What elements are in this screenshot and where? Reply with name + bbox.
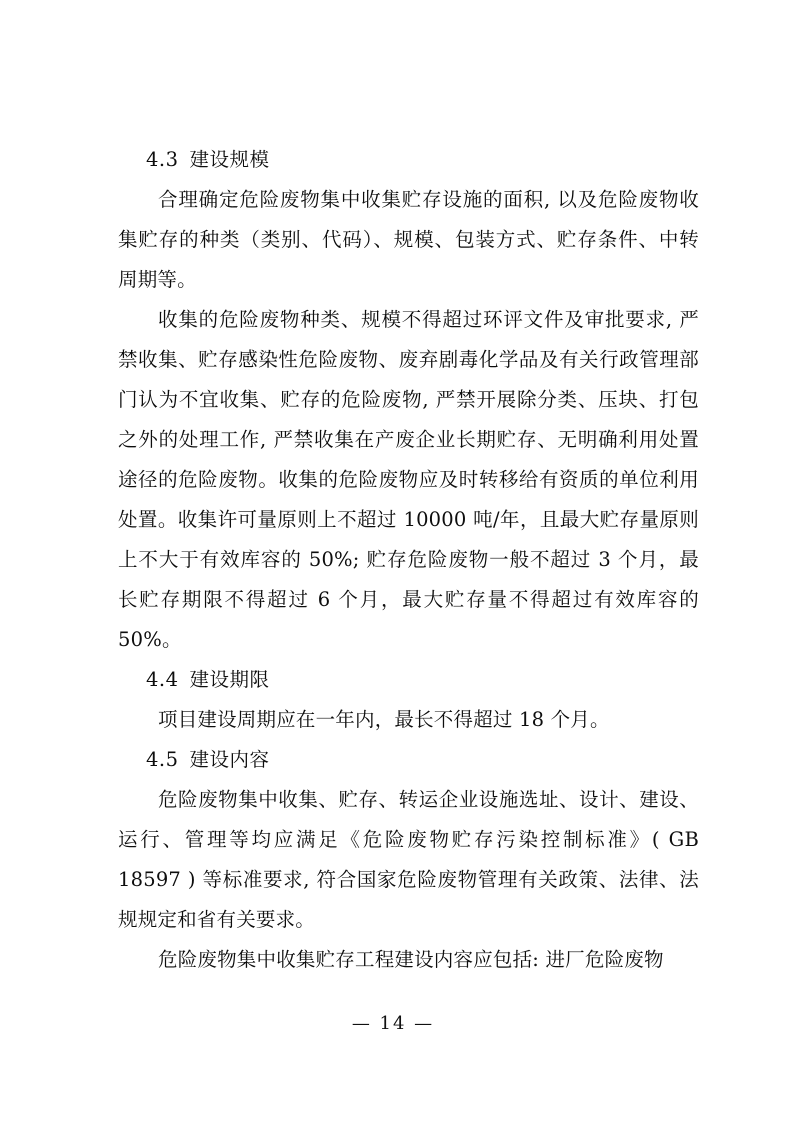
section-number: 4.5 — [146, 748, 179, 771]
paragraph: 项目建设周期应在一年内，最长不得超过 18 个月。 — [158, 708, 610, 731]
section-title: 建设期限 — [189, 668, 270, 691]
section-heading-4-4 — [118, 660, 699, 700]
section-number: 4.4 — [146, 668, 179, 691]
section-number: 4.3 — [146, 148, 179, 171]
page-number: — 14 — — [351, 1013, 435, 1034]
paragraph: 合理确定危险废物集中收集贮存设施的面积, 以及危险废物收集贮存的种类（类别、代码）、规模、包装方式、贮存条件、中转周期等。 — [118, 188, 699, 291]
paragraph: 危险废物集中收集贮存工程建设内容应包括: 进厂危险废物 — [158, 948, 664, 971]
paragraph: 危险废物集中收集、贮存、转运企业设施选址、设计、建设、运行、管理等均应满足《危险废物贮存污染控制标准》( GB 18597 ) 等标准要求, 符合国家危险废物管理有关政策、法律、法规规定和省有关要求。 — [118, 788, 699, 931]
section-heading-4-5 — [118, 740, 699, 780]
section-title: 建设内容 — [189, 748, 270, 771]
paragraph: 收集的危险废物种类、规模不得超过环评文件及审批要求, 严禁收集、贮存感染性危险废物、废弃剧毒化学品及有关行政管理部门认为不宜收集、贮存的危险废物, 严禁开展除分类、压块、打包之外的处理工作, 严禁收集在产废企业长期贮存、无明确利用处置途径的危险废物。收集的危险废物应及时转移给有资质的单位利用处置。收集许可量原则上不超过 10000 吨/年，且最大贮存量原则上不大于有效库容的 50%; 贮存危险废物一般不超过 3 个月，最长贮存期限不得超过 6 个月，最大贮存量不得超过有效库容的 50%。 — [118, 308, 699, 651]
section-title: 建设规模 — [189, 148, 270, 171]
document-body — [118, 140, 699, 980]
section-heading-4-3 — [118, 140, 699, 180]
